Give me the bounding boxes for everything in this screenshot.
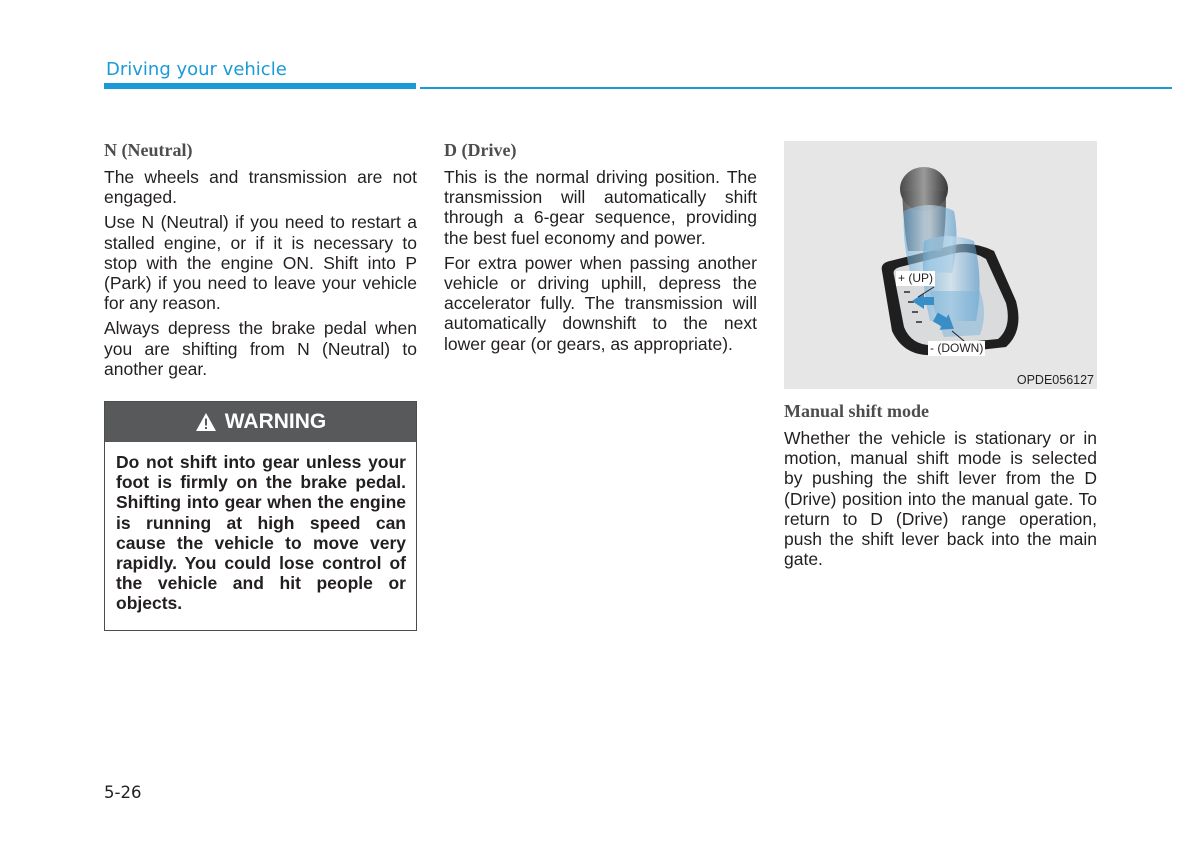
drive-paragraph: For extra power when passing another vehicle or driving uphill, depress the accelerator fully. The transmission will automatically downshift to the next lower gear (or gears, as appropriate). [444, 252, 757, 354]
warning-box [104, 401, 417, 631]
warning-triangle-icon [195, 412, 217, 432]
section-title: Driving your vehicle [106, 59, 287, 80]
neutral-paragraph: The wheels and transmission are not engaged. [104, 167, 417, 208]
label-up: + (UP) [898, 271, 934, 285]
manual-paragraph: Whether the vehicle is stationary or in motion, manual shift mode is selected by pushing the shift lever from the D (Drive) position into the manual gate. To return to D (Drive) range operation, push the shift lever back into the main gate. [784, 428, 1097, 570]
column-manual [784, 141, 1097, 574]
warning-text: Do not shift into gear unless your foot is firmly on the brake pedal. Shifting into gear when the engine is running at high speed can cause the vehicle to move very rapidly. You could lose control of the vehicle and hit people or objects. [116, 452, 406, 614]
column-neutral [104, 138, 417, 631]
page-number: 5-26 [104, 783, 142, 802]
neutral-paragraph: Use N (Neutral) if you need to restart a stalled engine, or if it is necessary to stop with the engine ON. Shift into P (Park) if you need to leave your vehicle for any reason. [104, 212, 417, 314]
manual-heading: Manual shift mode [784, 401, 930, 421]
shift-lever-illustration [784, 141, 1097, 389]
column-drive [444, 138, 757, 359]
warning-title: WARNING [224, 410, 327, 434]
figure-code: OPDE056127 [1016, 373, 1094, 387]
neutral-paragraph: Always depress the brake pedal when you are shifting from N (Neutral) to another gear. [104, 318, 417, 379]
drive-heading: D (Drive) [444, 140, 517, 160]
drive-paragraph: This is the normal driving position. The transmission will automatically shift through a 6-gear sequence, providing the best fuel economy and power. [444, 167, 757, 248]
neutral-heading: N (Neutral) [104, 140, 193, 160]
header-rule-thin [420, 87, 1172, 89]
header-rule-thick [104, 83, 416, 89]
warning-header [105, 402, 416, 442]
label-down: - (DOWN) [930, 341, 984, 355]
